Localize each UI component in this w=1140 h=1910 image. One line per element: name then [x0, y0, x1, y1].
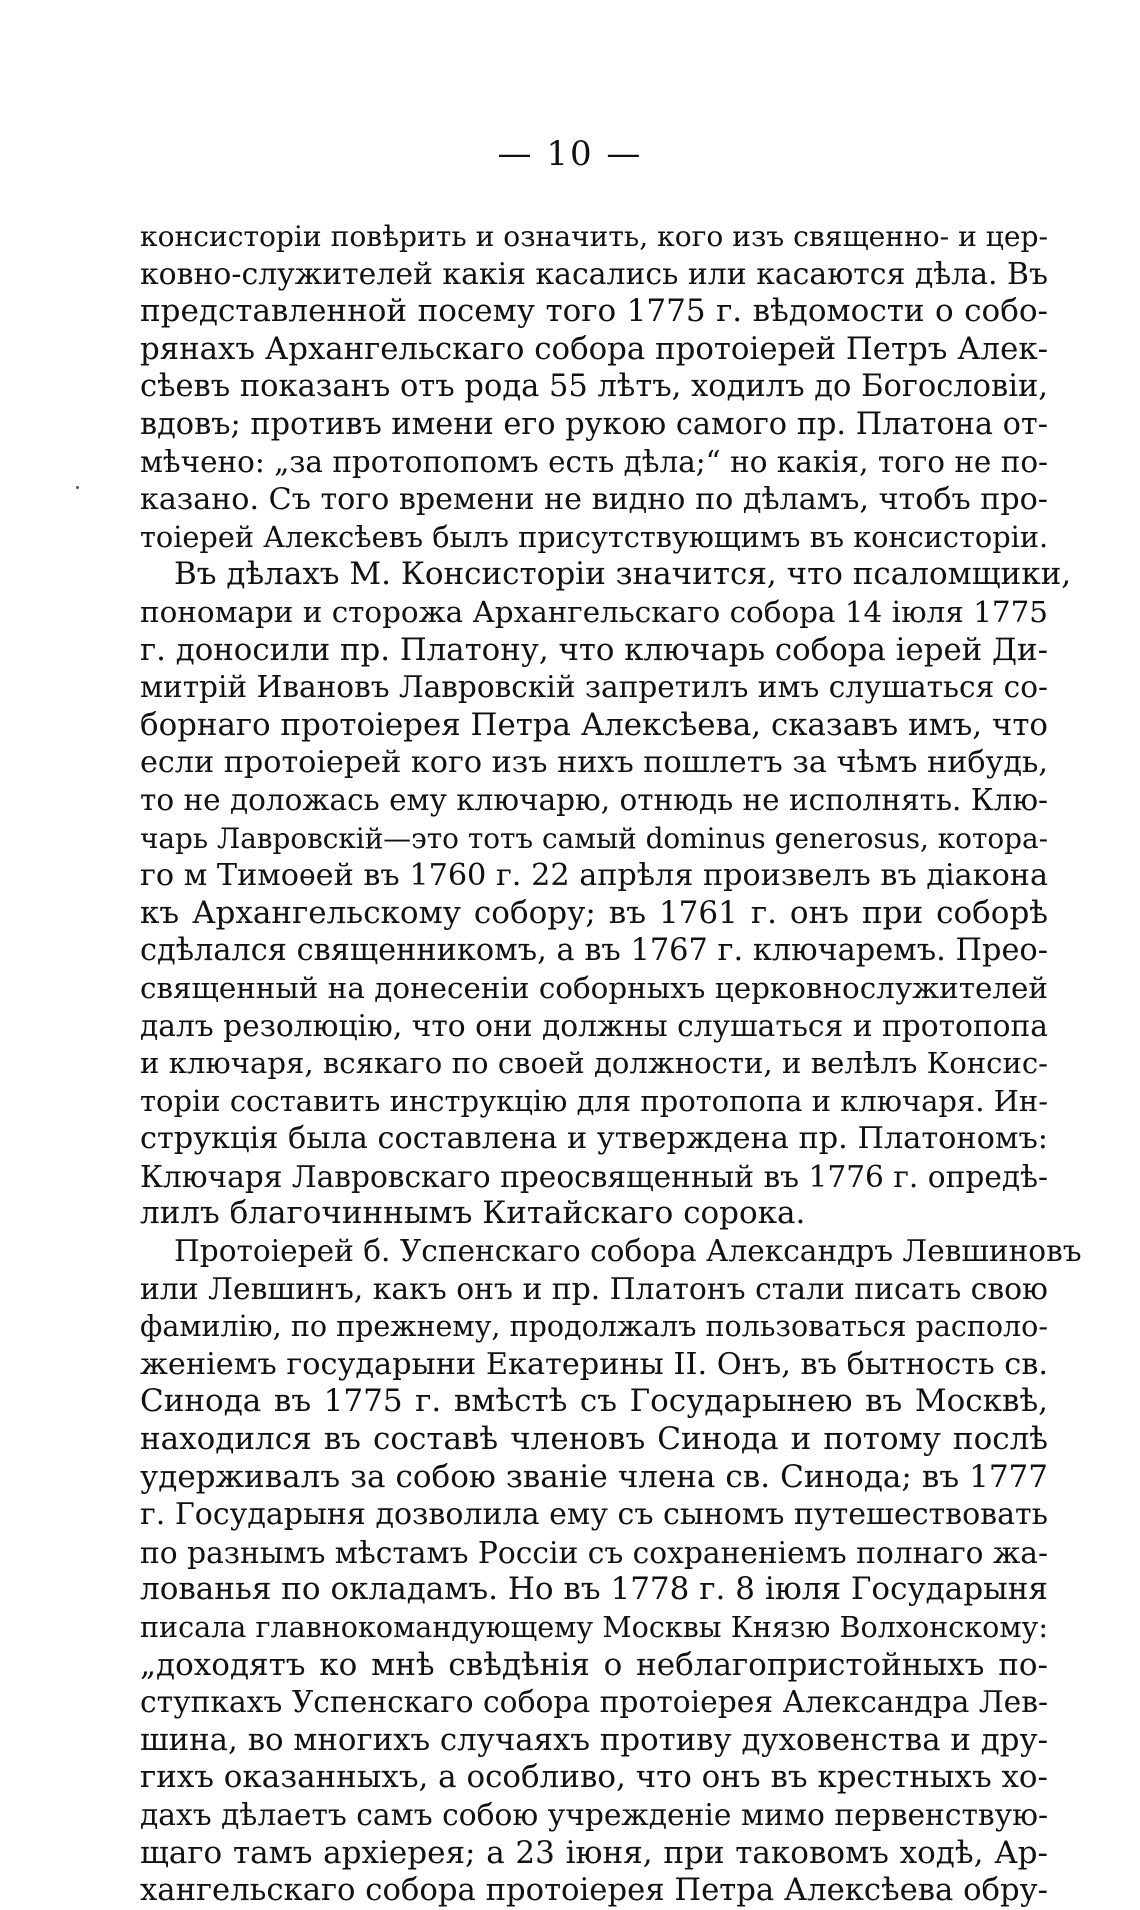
text-line: г. доносили пр. Платону, что ключарь собора іерей Ди- [140, 631, 1048, 668]
text-line: чарь Лавровскій—это тотъ самый dominus generosus, котора- [140, 821, 1048, 855]
text-line: шина, во многихъ случаяхъ противу духовенства и дру- [140, 1721, 1048, 1758]
paragraph-start-line: Протоіерей б. Успенскаго собора Александръ Левшиновъ [174, 1234, 1082, 1269]
text-line: тоіерей Алексѣевъ былъ присутствующимъ въ консисторіи. [140, 519, 1049, 554]
text-line: щаго тамъ архіерея; а 23 іюня, при таковомъ ходѣ, Ар- [140, 1834, 1048, 1871]
text-line: го м Тимоѳей въ 1760 г. 22 апрѣля произвелъ въ діакона [140, 858, 1048, 894]
text-line: мѣчено: „за протопопомъ есть дѣла;“ но какія, того не по- [140, 444, 1048, 479]
text-line: Синода въ 1775 г. вмѣстѣ съ Государынею въ Москвѣ, [140, 1383, 1048, 1420]
text-line: митрій Ивановъ Лавровскій запретилъ имъ слушаться со- [140, 670, 1048, 705]
text-line: и ключаря, всякаго по своей должности, и велѣлъ Консис- [140, 1046, 1048, 1081]
text-line: борнаго протоіерея Петра Алексѣева, сказавъ имъ, что [140, 706, 1048, 743]
text-line: дахъ дѣлаетъ самъ собою учрежденіе мимо первенствую- [140, 1797, 1048, 1833]
body-text [140, 218, 1082, 1910]
text-line: сѣевъ показанъ отъ рода 55 лѣтъ, ходилъ до Богословіи, [140, 369, 1048, 405]
text-line: то не доложась ему ключарю, отнюдь не исполнять. Клю- [140, 782, 1048, 817]
text-line: ковно-служителей какія касались или касаются дѣла. Въ [140, 256, 1048, 292]
text-line: пономари и сторожа Архангельскаго собора 14 іюля 1775 [140, 594, 1048, 629]
text-line: священный на донесеніи соборныхъ церковнослужителей [140, 970, 1048, 1005]
text-line: находился въ составѣ членовъ Синода и потому послѣ [140, 1421, 1048, 1457]
text-line: „доходятъ ко мнѣ свѣдѣнія о неблагопристойныхъ по- [140, 1646, 1048, 1683]
text-line: гихъ оказанныхъ, а особливо, что онъ въ крестныхъ хо- [140, 1759, 1049, 1796]
text-line: торіи составить инструкцію для протопопа и ключаря. Ин- [140, 1083, 1048, 1118]
text-line: если протоіерей кого изъ нихъ пошлетъ за чѣмъ нибудь, [140, 745, 1048, 781]
text-line: казано. Съ того времени не видно по дѣламъ, чтобъ про- [140, 482, 1048, 518]
text-line: фамилію, по прежнему, продолжалъ пользоваться располо- [140, 1310, 1048, 1344]
text-line: лованья по окладамъ. Но въ 1778 г. 8 іюля Государыня [140, 1571, 1048, 1608]
text-line: вдовъ; противъ имени его рукою самого пр. Платона от- [140, 406, 1048, 442]
text-line: писала главнокомандующему Москвы Князю Волхонскому: [140, 1609, 1048, 1644]
text-line: или Левшинъ, какъ онъ и пр. Платонъ стали писать свою [140, 1271, 1048, 1307]
text-line: рянахъ Архангельскаго собора протоіерей Петръ Алек- [140, 330, 1048, 367]
text-line: женіемъ государыни Екатерины II. Онъ, въ бытность св. [140, 1346, 1048, 1382]
page-number: — 10 — [497, 134, 643, 174]
margin-speck [76, 486, 79, 489]
text-line: Ключаря Лавровскаго преосвященный въ 1776 г. опредѣ- [140, 1158, 1048, 1194]
text-line: далъ резолюцію, что они должны слушаться и протопопа [140, 1008, 1048, 1044]
paragraph-end-line: лилъ благочиннымъ Китайскаго сорока. [140, 1195, 806, 1232]
text-line: струкція была составлена и утверждена пр. Платономъ: [140, 1121, 1048, 1157]
text-line: представленной посему того 1775 г. вѣдомости о собо- [140, 293, 1048, 330]
text-line: къ Архангельскому собору; въ 1761 г. онъ при соборѣ [140, 894, 1048, 931]
text-line: ступкахъ Успенскаго собора протоіерея Александра Лев- [140, 1685, 1048, 1721]
text-line: хангельскаго собора протоіерея Петра Алексѣева обру- [140, 1873, 1048, 1909]
text-line: сдѣлался священникомъ, а въ 1767 г. ключаремъ. Прео- [140, 933, 1048, 969]
text-line: г. Государыня дозволила ему съ сыномъ путешествовать [140, 1497, 1048, 1533]
text-line: по разнымъ мѣстамъ Россіи съ сохраненіемъ полнаго жа- [140, 1534, 1048, 1570]
text-line: консисторіи повѣрить и означить, кого изъ священно- и цер- [140, 220, 1048, 253]
paragraph-start-line: Въ дѣлахъ М. Консисторіи значится, что псаломщики, [174, 556, 1072, 593]
text-line: удерживалъ за собою званіе члена св. Синода; въ 1777 [140, 1458, 1048, 1495]
